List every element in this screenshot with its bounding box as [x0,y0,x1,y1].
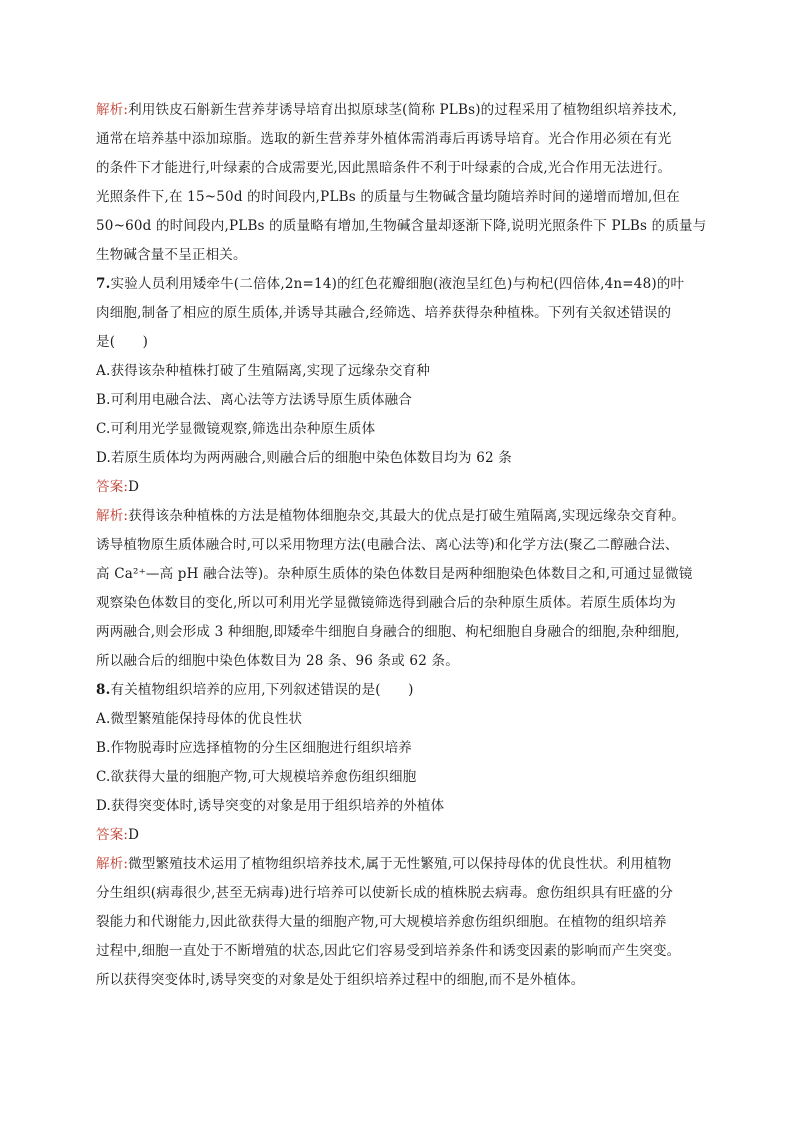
question-7-option-d: D.若原生质体均为两两融合,则融合后的细胞中染色体数目均为 62 条 [96,450,512,466]
explanation-text: 获得该杂种植株的方法是植物体细胞杂交,其最大的优点是打破生殖隔离,实现远缘杂交育种。 [128,508,686,524]
explanation-line: 50~60d 的时间段内,PLBs 的质量略有增加,生物碱含量却逐渐下降,说明光照条件下 PLBs 的质量与 [96,218,707,234]
explanation-text: 利用铁皮石斛新生营养芽诱导培育出拟原球茎(简称 PLBs)的过程采用了植物组织培养技术, [128,102,677,118]
explanation-line: 生物碱含量不呈正相关。 [96,247,247,263]
question-7-option-a: A.获得该杂种植株打破了生殖隔离,实现了远缘杂交育种 [96,363,431,379]
question-8-option-b: B.作物脱毒时应选择植物的分生区细胞进行组织培养 [96,740,413,756]
question-8-explanation-line: 分生组织(病毒很少,甚至无病毒)进行培养可以使新长成的植株脱去病毒。愈伤组织具有旺盛的分 [96,885,674,901]
answer-label: 答案: [96,479,129,495]
question-7-answer [96,477,139,497]
question-8-explanation-line: 过程中,细胞一直处于不断增殖的状态,因此它们容易受到培养条件和诱变因素的影响而产生突变。 [96,943,681,959]
question-text: 实验人员利用矮牵牛(二倍体,2n=14)的红色花瓣细胞(液泡呈红色)与枸杞(四倍体,4n=48)的叶 [110,276,685,292]
question-8-explanation-line [96,854,671,874]
question-number: 8. [96,682,111,698]
answer-label: 答案: [96,827,129,843]
question-7-option-b: B.可利用电融合法、离心法等方法诱导原生质体融合 [96,392,413,408]
explanation-text: 微型繁殖技术运用了植物组织培养技术,属于无性繁殖,可以保持母体的优良性状。利用植物 [128,856,672,872]
question-7-explanation-line: 诱导植物原生质体融合时,可以采用物理方法(电融合法、离心法等)和化学方法(聚乙二醇融合法、 [96,537,679,553]
question-8-explanation-line: 裂能力和代谢能力,因此欲获得大量的细胞产物,可大规模培养愈伤组织细胞。在植物的组织培养 [96,914,667,930]
explanation-line: 的条件下才能进行,叶绿素的合成需要光,因此黑暗条件不利于叶绿素的合成,光合作用无法进行。 [96,160,672,176]
question-8-option-a: A.微型繁殖能保持母体的优良性状 [96,711,303,727]
question-7-option-c: C.可利用光学显微镜观察,筛选出杂种原生质体 [96,421,376,437]
explanation-line [96,100,677,120]
question-8-option-d: D.获得突变体时,诱导突变的对象是用于组织培养的外植体 [96,798,445,814]
question-8-option-c: C.欲获得大量的细胞产物,可大规模培养愈伤组织细胞 [96,769,417,785]
explanation-line: 通常在培养基中添加琼脂。选取的新生营养芽外植体需消毒后再诱导培育。光合作用必须在有光 [96,131,672,147]
question-7-explanation-line: 两两融合,则会形成 3 种细胞,即矮牵牛细胞自身融合的细胞、枸杞细胞自身融合的细胞,杂种细胞, [96,624,680,640]
question-7-explanation-line [96,506,685,526]
question-8-stem-line [96,680,414,700]
question-number: 7. [96,276,111,292]
question-7-explanation-line: 所以融合后的细胞中染色体数目为 28 条、96 条或 62 条。 [96,653,459,669]
question-7-explanation-line: 观察染色体数目的变化,所以可利用光学显微镜筛选得到融合后的杂种原生质体。若原生质体均为 [96,595,676,611]
explanation-label: 解析: [96,508,129,524]
explanation-label: 解析: [96,856,129,872]
question-7-explanation-line: 高 Ca²⁺—高 pH 融合法等)。杂种原生质体的染色体数目是两种细胞染色体数目之和,可通过显微镜 [96,566,693,582]
answer-value: D [128,827,140,843]
question-text: 有关植物组织培养的应用,下列叙述错误的是( ) [110,682,414,698]
question-8-answer [96,825,139,845]
question-8-explanation-line: 所以获得突变体时,诱导突变的对象是处于组织培养过程中的细胞,而不是外植体。 [96,972,585,988]
question-7-stem-line [96,274,684,294]
question-7-stem-line: 肉细胞,制备了相应的原生质体,并诱导其融合,经筛选、培养获得杂种植株。下列有关叙述错误的 [96,305,672,321]
answer-value: D [128,479,140,495]
explanation-line: 光照条件下,在 15~50d 的时间段内,PLBs 的质量与生物碱含量均随培养时间的递增而增加,但在 [96,189,680,205]
explanation-label: 解析: [96,102,129,118]
question-7-stem-line: 是( ) [96,334,149,350]
